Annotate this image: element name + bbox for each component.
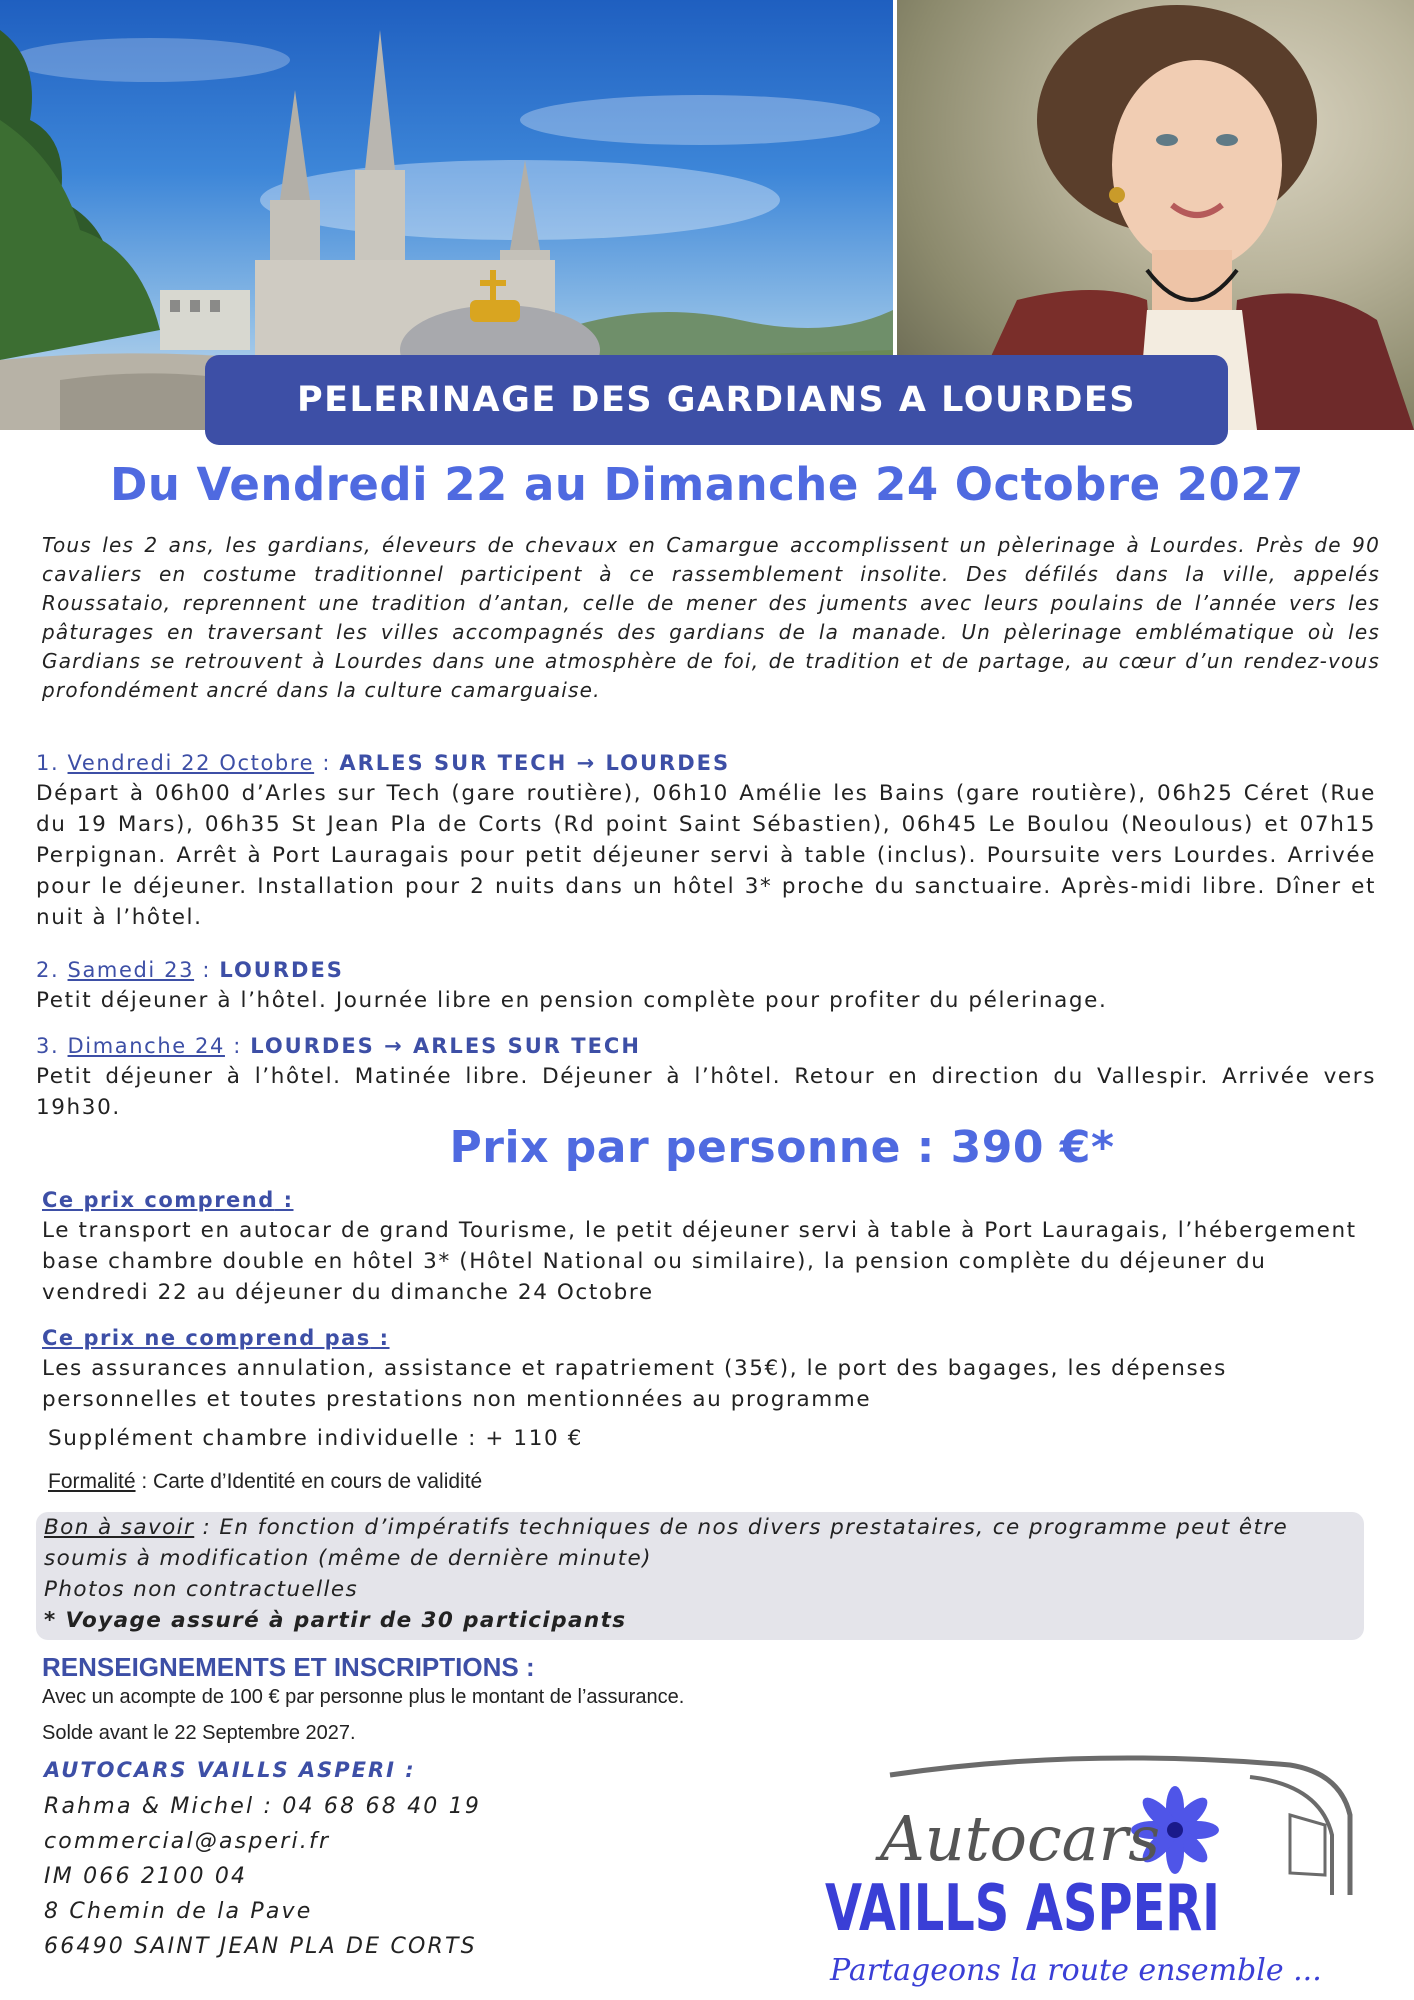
itinerary-day-3 [36,1031,1376,1123]
price-includes-title: Ce prix comprend [42,1188,275,1212]
price-excludes-text: Les assurances annulation, assistance et rapatriement (35€), le port des bagages, les dépenses personnelles et toutes prestations non mentionnées au programme [42,1356,1227,1412]
logo-brand: VAILLS ASPERI [825,1872,1220,1946]
registration-title: RENSEIGNEMENTS ET INSCRIPTIONS : [42,1652,535,1682]
heading-colon: : [370,1326,390,1350]
page-title: PELERINAGE DES GARDIANS A LOURDES [296,380,1137,420]
day-number: 1. [36,751,60,775]
itinerary-day-2 [36,955,1376,1016]
day-description: Petit déjeuner à l’hôtel. Matinée libre. Déjeuner à l’hôtel. Retour en direction du Vallespir. Arrivée vers 19h30. [36,1064,1376,1120]
contact-license: IM 066 2100 04 [44,1864,248,1889]
day-route: LOURDES → ARLES SUR TECH [250,1034,641,1058]
day-heading [36,748,1376,778]
day-route: LOURDES [219,958,344,982]
heading-colon: : [274,1188,294,1212]
contact-phone: Rahma & Michel : 04 68 68 40 19 [44,1794,482,1819]
day-description: Petit déjeuner à l’hôtel. Journée libre en pension complète pour profiter du pélerinage. [36,988,1108,1013]
intro-paragraph: Tous les 2 ans, les gardians, éleveurs de chevaux en Camargue accomplissent un pèlerinage à Lourdes. Près de 90 cavaliers en costume traditionnel participent à ce rassemblement insolite. Des défilés dans la ville, appelés Roussataio, reprennent une tradition d’antan, celle de mener des juments avec leurs poulains de l’année vers les pâturages en traversant les villes accompagnés des gardians de la manade. Un pèlerinage emblématique où les Gardians se retrouvent à Lourdes dans une atmosphère de foi, de tradition et de partage, au cœur d’un rendez-vous profondément ancré dans la culture camarguaise. [42,533,1380,702]
good-to-know-box [36,1512,1364,1640]
good-to-know-label: Bon à savoir [44,1515,195,1540]
price-includes-heading [42,1185,1372,1215]
single-room-supplement: Supplément chambre individuelle : + 110 € [48,1426,583,1451]
day-date: Dimanche 24 [67,1034,225,1058]
deposit-info: Avec un acompte de 100 € par personne plus le montant de l’assurance. [42,1686,685,1708]
day-date: Samedi 23 [67,958,195,982]
price-includes-text: Le transport en autocar de grand Tourisme, le petit déjeuner servi à table à Port Lauragais, l’hébergement base chambre double en hôtel 3* (Hôtel National ou similaire), la pension complète du déjeuner du vendredi 22 au déjeuner du dimanche 24 Octobre [42,1218,1357,1305]
day-separator: : [194,958,220,982]
price-per-person: Prix par personne : 390 €* [449,1122,1115,1173]
trip-dates: Du Vendredi 22 au Dimanche 24 Octobre 2027 [109,458,1304,511]
day-number: 2. [36,958,60,982]
company-logo [820,1745,1380,1990]
price-includes-section [42,1185,1372,1308]
contact-email[interactable]: commercial@asperi.fr [44,1829,331,1854]
contact-street: 8 Chemin de la Pave [44,1899,313,1924]
formality-text: : Carte d’Identité en cours de validité [135,1470,483,1493]
formality-line [48,1470,482,1494]
good-to-know-body: : En fonction d’impératifs techniques de nos divers prestataires, ce programme peut être soumis à modification (même de dernière minute) [44,1515,1289,1571]
logo-script: Autocars [880,1802,1161,1875]
day-number: 3. [36,1034,60,1058]
day-description: Départ à 06h00 d’Arles sur Tech (gare routière), 06h10 Amélie les Bains (gare routière), 06h25 Céret (Rue du 19 Mars), 06h35 St Jean Pla de Corts (Rd point Saint Sébastien), 06h45 Le Boulou (Neoulous) et 07h15 Perpignan. Arrêt à Port Lauragais pour petit déjeuner servi à table (inclus). Poursuite vers Lourdes. Arrivée pour le déjeuner. Installation pour 2 nuits dans un hôtel 3* proche du sanctuaire. Après-midi libre. Dîner et nuit à l’hôtel. [36,781,1376,930]
good-to-know-text [44,1512,1356,1574]
contact-city: 66490 SAINT JEAN PLA DE CORTS [44,1934,477,1959]
day-heading [36,955,1376,985]
day-separator: : [224,1034,251,1058]
price-excludes-heading [42,1323,1372,1353]
logo-tagline: Partageons la route ensemble ... [830,1953,1322,1988]
day-heading [36,1031,1376,1061]
photos-disclaimer: Photos non contractuelles [44,1577,359,1602]
day-date: Vendredi 22 Octobre [67,751,315,775]
minimum-participants: * Voyage assuré à partir de 30 participants [44,1608,627,1633]
formality-label: Formalité [48,1470,136,1493]
price-excludes-title: Ce prix ne comprend pas [42,1326,371,1350]
company-name [44,1758,416,1782]
title-banner [205,355,1228,445]
itinerary-day-1 [36,748,1376,933]
balance-info: Solde avant le 22 Septembre 2027. [42,1722,356,1744]
day-separator: : [314,751,340,775]
price-excludes-section [42,1323,1372,1415]
company-name-text: AUTOCARS VAILLS ASPERI [44,1758,396,1782]
company-name-colon: : [396,1758,416,1782]
day-route: ARLES SUR TECH → LOURDES [339,751,731,775]
